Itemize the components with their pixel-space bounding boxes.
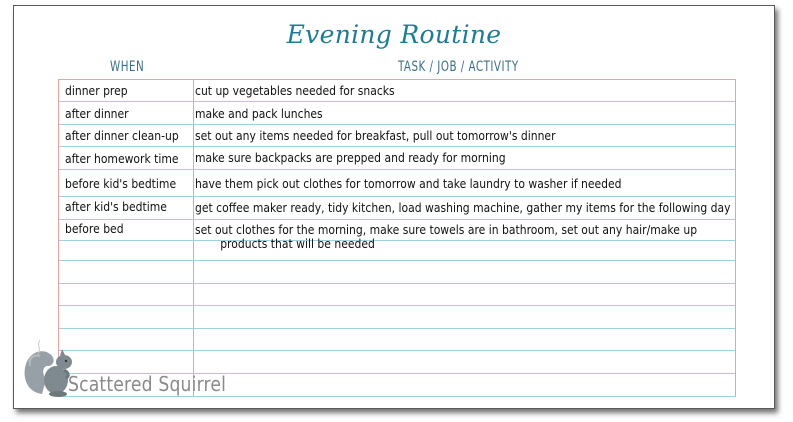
row-rule [59,124,735,125]
logo-text: Scattered Squirrel [68,372,227,396]
row-rule [59,101,735,102]
row-rule [59,146,735,147]
row-task-cell: get coffee maker ready, tidy kitchen, load washing machine, gather my items for the following day [195,201,731,215]
row-when-cell: after homework time [65,152,179,166]
row-when-cell: before kid's bedtime [65,177,177,191]
scattered-squirrel-logo [20,336,260,396]
row-rule [59,219,735,220]
row-task-cell: set out any items needed for breakfast, pull out tomorrow's dinner [195,129,556,143]
row-task-cell: have them pick out clothes for tomorrow and take laundry to washer if needed [195,177,622,191]
row-task-cell: make and pack lunches [195,107,323,121]
row-rule [59,196,735,197]
row-when-cell: after kid's bedtime [65,200,167,214]
row-rule [59,283,735,284]
row-rule [59,169,735,170]
row-task-line-2: products that will be needed [220,237,375,251]
column-header-task: TASK / JOB / ACTIVITY [398,59,519,75]
row-when-cell: after dinner clean-up [65,129,179,143]
row-rule [59,260,735,261]
row-rule [59,305,735,306]
row-task-cell: make sure backpacks are prepped and ready for morning [195,151,506,165]
row-rule [59,328,735,329]
row-when-cell: before bed [65,222,124,236]
row-task-line-1: set out clothes for the morning, make sure towels are in bathroom, set out any hair/make up [195,223,698,237]
page-title: Evening Routine [286,20,502,49]
row-rule [59,396,735,397]
row-task-cell [195,223,697,251]
row-task-cell: cut up vegetables needed for snacks [195,84,395,98]
routine-card [13,5,775,409]
row-when-cell: after dinner [65,107,129,121]
row-rule [59,79,735,80]
column-header-when: WHEN [110,59,145,75]
row-when-cell: dinner prep [65,84,128,98]
